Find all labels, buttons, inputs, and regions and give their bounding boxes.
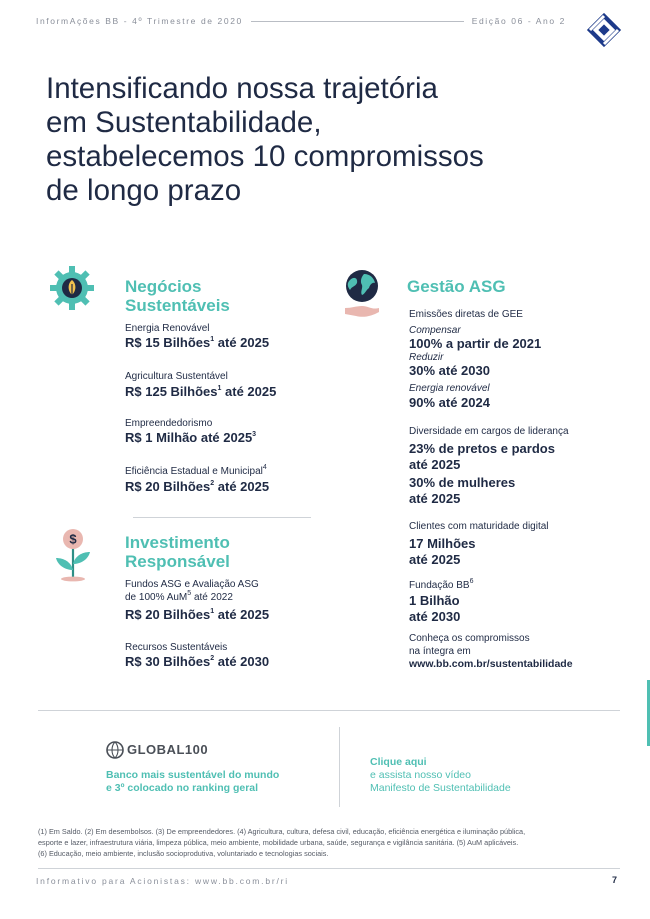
footnote-line: esporte e lazer, infraestrutura viária, limpeza pública, meio ambiente, mobilidade urbana, saúde, segurança e vigilância sanitária. (5) AuM aplicáveis. [38, 838, 519, 847]
fundos-label [125, 578, 259, 604]
reduzir-value: 30% até 2030 [409, 363, 490, 378]
mulheres-value-l1: 30% de mulheres [409, 475, 516, 490]
money-plant-icon [52, 528, 94, 582]
footer-rule [38, 868, 620, 869]
footnotes [38, 826, 598, 859]
agricultura-label: Agricultura Sustentável [125, 371, 228, 382]
recursos-value-suffix: até 2030 [214, 654, 270, 669]
clientes-label: Clientes com maturidade digital [409, 521, 549, 532]
global100-logo: GLOBAL100 [127, 742, 209, 757]
clientes-value [409, 536, 475, 568]
header-rule [251, 21, 464, 22]
recursos-value [125, 654, 269, 670]
investimento-title [125, 533, 230, 571]
diversidade-label: Diversidade em cargos de liderança [409, 426, 569, 437]
agricultura-value-amount: R$ 125 Bilhões [125, 384, 218, 399]
eficiencia-value-amount: R$ 20 Bilhões [125, 479, 211, 494]
energia-value-sup: 1 [210, 335, 215, 343]
band-divider [339, 727, 340, 807]
global100-line1: Banco mais sustentável do mundo [106, 769, 280, 781]
conheca-text-l1: Conheça os compromissos [409, 633, 530, 644]
investimento-title-l1: Investimento [125, 533, 230, 552]
gear-leaf-icon [48, 264, 96, 312]
page-number: 7 [612, 875, 618, 885]
video-link[interactable] [370, 756, 511, 795]
sustentabilidade-link[interactable]: www.bb.com.br/sustentabilidade [409, 658, 573, 670]
fundacao-label-sup: 6 [469, 577, 474, 585]
empreendedorismo-value [125, 430, 256, 446]
energia-label: Energia Renovável [125, 323, 210, 334]
fundos-label-l2-sup: 5 [187, 589, 192, 597]
eficiencia-label-sup: 4 [262, 463, 267, 471]
title-line: estabelecemos 10 compromissos [46, 140, 484, 173]
global100-text [106, 769, 279, 795]
empreendedorismo-value-sup: 3 [252, 430, 257, 438]
gestao-title: Gestão ASG [407, 277, 506, 296]
agricultura-value [125, 384, 276, 400]
fundos-label-l2 [125, 591, 259, 604]
mulheres-value [409, 475, 515, 507]
fundos-label-l2-a: de 100% AuM [125, 592, 188, 603]
eficiencia-value-suffix: até 2025 [214, 479, 270, 494]
empreendedorismo-value-amount: R$ 1 Milhão até 2025 [125, 430, 253, 445]
recursos-value-amount: R$ 30 Bilhões [125, 654, 211, 669]
eficiencia-value [125, 479, 269, 495]
pretos-value [409, 441, 555, 473]
energia-value-suffix: até 2025 [214, 335, 270, 350]
fundos-value-sup: 1 [210, 607, 215, 615]
compensar-label: Compensar [409, 325, 461, 336]
global100-globe-icon [106, 741, 124, 759]
fundos-value [125, 607, 269, 623]
bb-logo-icon [586, 12, 622, 48]
investimento-title-l2: Responsável [125, 552, 230, 571]
fundos-value-suffix: até 2025 [214, 607, 270, 622]
recursos-label: Recursos Sustentáveis [125, 642, 228, 653]
energia-renovavel-value: 90% até 2024 [409, 395, 490, 410]
band-top-rule [38, 710, 620, 711]
footnote-line: (1) Em Saldo. (2) Em desembolsos. (3) De empreendedores. (4) Agricultura, cultura, defesa civil, educação, eficiência energética e iluminação pública, [38, 827, 526, 836]
footer-text: Informativo para Acionistas: www.bb.com.br/ri [36, 876, 289, 886]
eficiencia-value-sup: 2 [210, 479, 215, 487]
page-header [36, 16, 566, 26]
emissoes-label: Emissões diretas de GEE [409, 309, 523, 320]
clientes-value-l2: até 2025 [409, 552, 461, 567]
fundacao-value-l1: 1 Bilhão [409, 593, 460, 608]
title-line: Intensificando nossa trajetória [46, 72, 438, 105]
reduzir-label: Reduzir [409, 352, 444, 363]
fundacao-label-text: Fundação BB [409, 580, 470, 591]
negocios-title-l2: Sustentáveis [125, 296, 230, 315]
header-left: InformAções BB - 4º Trimestre de 2020 [36, 16, 243, 26]
conheca-text [409, 632, 530, 658]
fundacao-label [409, 579, 474, 592]
svg-text:$: $ [69, 531, 77, 547]
video-line1[interactable]: Clique aqui [370, 756, 427, 768]
recursos-value-sup: 2 [210, 654, 215, 662]
video-line3: Manifesto de Sustentabilidade [370, 782, 511, 794]
agricultura-value-suffix: até 2025 [221, 384, 277, 399]
clientes-value-l1: 17 Milhões [409, 536, 476, 551]
page-title [46, 72, 526, 208]
title-line: em Sustentabilidade, [46, 106, 322, 139]
global100-line2: e 3º colocado no ranking geral [106, 782, 259, 794]
title-line: de longo prazo [46, 174, 242, 207]
section-divider [133, 517, 311, 518]
fundos-label-l2-b: até 2022 [191, 592, 233, 603]
eficiencia-label-text: Eficiência Estadual e Municipal [125, 466, 263, 477]
fundacao-value [409, 593, 460, 625]
energia-renovavel-label: Energia renovável [409, 383, 490, 394]
conheca-text-l2: na íntegra em [409, 646, 471, 657]
video-line2: e assista nosso vídeo [370, 769, 471, 781]
energia-value-amount: R$ 15 Bilhões [125, 335, 211, 350]
pretos-value-l2: até 2025 [409, 457, 461, 472]
footnote-line: (6) Educação, meio ambiente, inclusão socioprodutiva, voluntariado e tecnologias sociais. [38, 849, 329, 858]
agricultura-value-sup: 1 [217, 384, 222, 392]
compensar-value: 100% a partir de 2021 [409, 336, 542, 351]
fundos-value-amount: R$ 20 Bilhões [125, 607, 211, 622]
globe-hand-icon [342, 268, 382, 320]
header-right: Edição 06 - Ano 2 [471, 16, 566, 26]
negocios-title [125, 277, 230, 315]
energia-value [125, 335, 269, 351]
mulheres-value-l2: até 2025 [409, 491, 461, 506]
pretos-value-l1: 23% de pretos e pardos [409, 441, 555, 456]
fundos-label-l1: Fundos ASG e Avaliação ASG [125, 579, 259, 590]
eficiencia-label [125, 465, 267, 478]
fundacao-value-l2: até 2030 [409, 609, 461, 624]
negocios-title-l1: Negócios [125, 277, 202, 296]
empreendedorismo-label: Empreendedorismo [125, 418, 213, 429]
